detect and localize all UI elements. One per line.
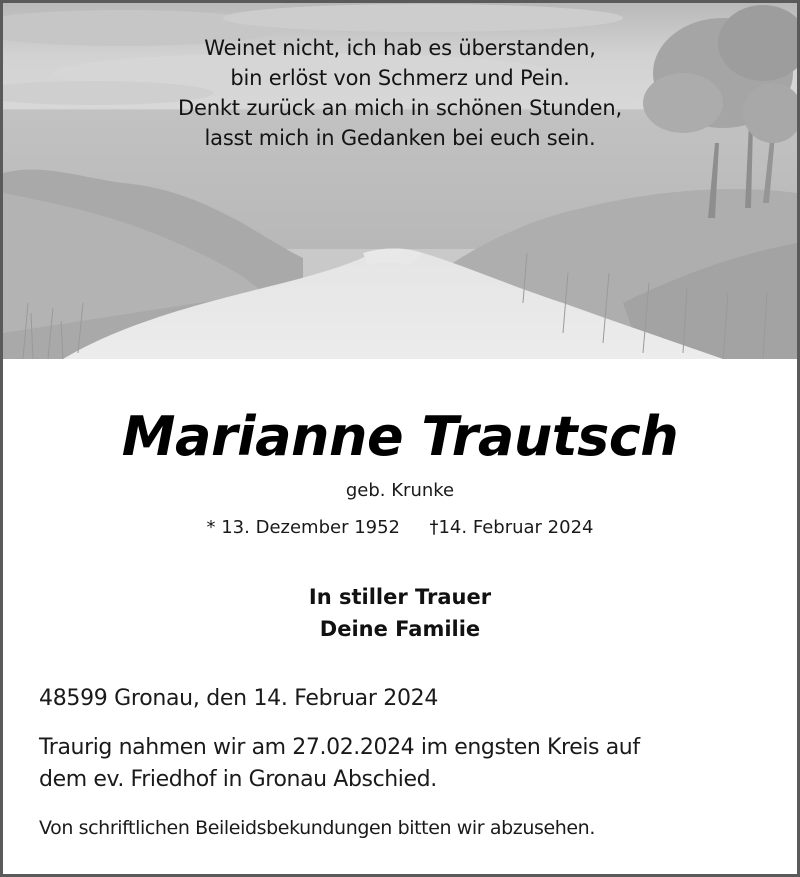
condolence-note: Von schriftlichen Beileidsbekundungen bitten wir abzusehen. bbox=[39, 817, 595, 839]
funeral-line: dem ev. Friedhof in Gronau Abschied. bbox=[39, 767, 437, 792]
maiden-name: geb. Krunke bbox=[345, 480, 455, 501]
poem-line: lasst mich in Gedanken bei euch sein. bbox=[204, 126, 596, 150]
place-and-date: 48599 Gronau, den 14. Februar 2024 bbox=[39, 686, 439, 711]
family-line: Deine Familie bbox=[319, 617, 481, 641]
birth-star-icon: * bbox=[206, 517, 216, 538]
mourning-line: In stiller Trauer bbox=[308, 585, 492, 609]
poem-line: Denkt zurück an mich in schönen Stunden, bbox=[178, 96, 622, 120]
header-photo bbox=[3, 3, 797, 359]
deceased-name: Marianne Trautsch bbox=[121, 405, 679, 468]
death-cross-icon: † bbox=[429, 517, 439, 538]
life-dates bbox=[3, 515, 797, 541]
birth-date: 13. Dezember 1952 bbox=[221, 517, 401, 538]
poem bbox=[3, 33, 797, 153]
poem-line: Weinet nicht, ich hab es überstanden, bbox=[204, 36, 596, 60]
funeral-line: Traurig nahmen wir am 27.02.2024 im engsten Kreis auf bbox=[39, 735, 640, 760]
poem-line: bin erlöst von Schmerz und Pein. bbox=[230, 66, 570, 90]
death-date: 14. Februar 2024 bbox=[438, 517, 594, 538]
mourning-signature bbox=[3, 581, 797, 645]
funeral-info bbox=[39, 732, 779, 796]
